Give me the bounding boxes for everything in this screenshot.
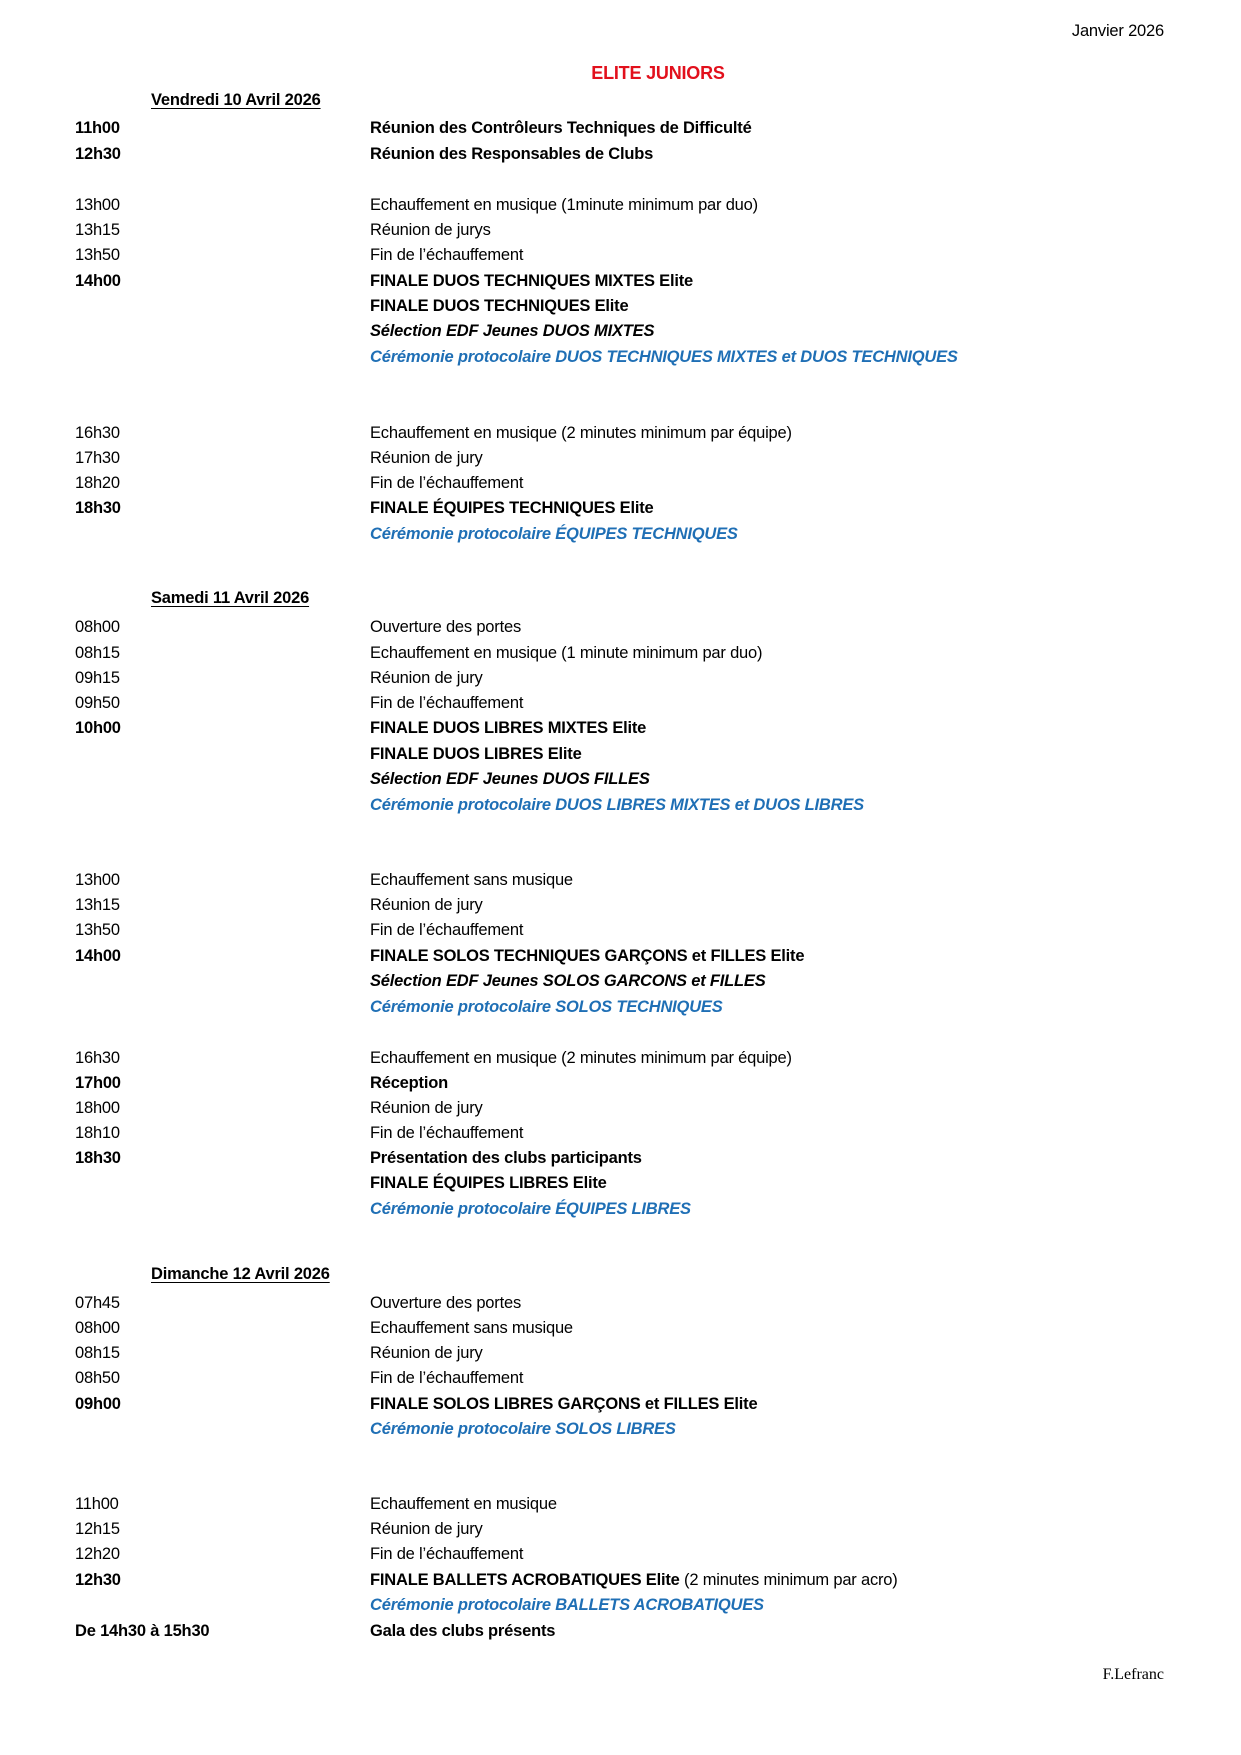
event-time: 13h00	[75, 196, 120, 214]
event-time: 08h50	[75, 1369, 120, 1387]
event-text	[370, 271, 693, 291]
event-time: 07h45	[75, 1294, 120, 1312]
event-text	[370, 1293, 521, 1313]
event-title: Cérémonie protocolaire DUOS LIBRES MIXTES et DUOS LIBRES	[370, 796, 864, 814]
event-text	[370, 1173, 607, 1193]
ceremony-text	[370, 1595, 764, 1615]
event-text	[370, 870, 573, 890]
event-title: Cérémonie protocolaire SOLOS TECHNIQUES	[370, 998, 723, 1016]
event-time: 13h50	[75, 246, 120, 264]
event-title: Réunion des Responsables de Clubs	[370, 145, 654, 163]
event-title: FINALE DUOS LIBRES MIXTES Elite	[370, 719, 647, 737]
event-text	[370, 1368, 523, 1388]
event-time: 11h00	[75, 1495, 119, 1513]
event-title: Fin de l’échauffement	[370, 246, 524, 264]
event-text	[370, 1544, 523, 1564]
event-time: 08h15	[75, 644, 120, 662]
event-title: Echauffement en musique (1 minute minimum par duo)	[370, 644, 763, 662]
ceremony-text	[370, 997, 723, 1017]
event-text	[370, 920, 523, 940]
page-title: ELITE JUNIORS	[591, 63, 725, 83]
event-title: Ouverture des portes	[370, 1294, 521, 1312]
signature: F.Lefranc	[1102, 1666, 1164, 1683]
event-title: FINALE DUOS TECHNIQUES MIXTES Elite	[370, 272, 694, 290]
event-text	[370, 1123, 523, 1143]
event-time: 09h15	[75, 669, 120, 687]
event-time: 08h15	[75, 1344, 120, 1362]
event-time: 14h00	[75, 272, 121, 290]
event-title: Echauffement sans musique	[370, 871, 573, 889]
event-title: Sélection EDF Jeunes DUOS MIXTES	[370, 322, 655, 340]
event-title: Sélection EDF Jeunes SOLOS GARCONS et FILLES	[370, 972, 766, 990]
event-time: 12h30	[75, 145, 121, 163]
event-time: 18h00	[75, 1099, 120, 1117]
event-text	[370, 617, 521, 637]
event-title: Réunion de jury	[370, 449, 483, 467]
event-text	[370, 321, 654, 341]
event-text	[370, 668, 483, 688]
event-title: Cérémonie protocolaire DUOS TECHNIQUES MIXTES et DUOS TECHNIQUES	[370, 348, 958, 366]
event-title: Fin de l’échauffement	[370, 694, 524, 712]
event-title: FINALE DUOS LIBRES Elite	[370, 745, 582, 763]
event-title: Réception	[370, 1074, 448, 1092]
event-title: FINALE ÉQUIPES TECHNIQUES Elite	[370, 499, 654, 517]
event-text	[370, 1343, 483, 1363]
event-title: Sélection EDF Jeunes DUOS FILLES	[370, 770, 650, 788]
event-time: 13h50	[75, 921, 120, 939]
day-heading: Vendredi 10 Avril 2026	[151, 91, 321, 109]
event-text	[370, 744, 582, 764]
ceremony-text	[370, 1199, 691, 1219]
event-text	[370, 971, 766, 991]
event-text	[370, 895, 483, 915]
event-text	[370, 220, 491, 240]
event-text	[370, 1519, 483, 1539]
event-title: Fin de l’échauffement	[370, 474, 524, 492]
event-time: 17h30	[75, 449, 120, 467]
event-title: Gala des clubs présents	[370, 1622, 556, 1640]
event-time: 10h00	[75, 719, 121, 737]
event-text	[370, 498, 654, 518]
event-time: De 14h30 à 15h30	[75, 1622, 210, 1640]
event-title: Réunion de jury	[370, 1344, 483, 1362]
event-time: 09h50	[75, 694, 120, 712]
event-title: FINALE ÉQUIPES LIBRES Elite	[370, 1174, 607, 1192]
event-title: Ouverture des portes	[370, 618, 521, 636]
event-text	[370, 296, 628, 316]
event-text	[370, 1318, 573, 1338]
event-text	[370, 1148, 642, 1168]
event-text	[370, 144, 653, 164]
event-text	[370, 118, 752, 138]
event-time: 16h30	[75, 424, 120, 442]
event-text	[370, 1073, 448, 1093]
event-title: Echauffement en musique (2 minutes minimum par équipe)	[370, 1049, 792, 1067]
event-time: 09h00	[75, 1395, 121, 1413]
ceremony-text	[370, 524, 738, 544]
event-text	[370, 946, 804, 966]
event-text	[370, 1048, 792, 1068]
event-time: 13h15	[75, 896, 120, 914]
event-title: Echauffement en musique (1minute minimum par duo)	[370, 196, 758, 214]
event-text	[370, 1570, 898, 1590]
event-text	[370, 718, 646, 738]
event-title: Echauffement en musique (2 minutes minimum par équipe)	[370, 424, 792, 442]
event-time: 18h20	[75, 474, 120, 492]
day-heading: Samedi 11 Avril 2026	[151, 589, 310, 607]
event-title: Réunion de jury	[370, 669, 483, 687]
day-heading: Dimanche 12 Avril 2026	[151, 1265, 330, 1283]
event-title: Fin de l’échauffement	[370, 1369, 524, 1387]
event-text	[370, 245, 523, 265]
event-text	[370, 423, 792, 443]
event-title: Fin de l’échauffement	[370, 921, 524, 939]
event-title: Fin de l’échauffement	[370, 1545, 524, 1563]
event-title: FINALE DUOS TECHNIQUES Elite	[370, 297, 629, 315]
event-title: Réunion des Contrôleurs Techniques de Difficulté	[370, 119, 752, 137]
event-time: 08h00	[75, 618, 120, 636]
event-title: Fin de l’échauffement	[370, 1124, 524, 1142]
event-title: FINALE BALLETS ACROBATIQUES Elite	[370, 1571, 680, 1589]
ceremony-text	[370, 795, 864, 815]
event-time: 18h10	[75, 1124, 120, 1142]
event-text	[370, 1394, 757, 1414]
event-text	[370, 1098, 483, 1118]
event-title: Présentation des clubs participants	[370, 1149, 642, 1167]
event-text	[370, 693, 523, 713]
event-text	[370, 643, 762, 663]
event-title: Cérémonie protocolaire SOLOS LIBRES	[370, 1420, 676, 1438]
event-title: Réunion de jury	[370, 1099, 483, 1117]
event-note: (2 minutes minimum par acro)	[679, 1571, 898, 1589]
event-time: 16h30	[75, 1049, 120, 1067]
event-time: 08h00	[75, 1319, 120, 1337]
event-title: FINALE SOLOS LIBRES GARÇONS et FILLES Elite	[370, 1395, 758, 1413]
event-title: Cérémonie protocolaire ÉQUIPES LIBRES	[370, 1200, 691, 1218]
event-text	[370, 769, 650, 789]
event-time: 12h20	[75, 1545, 120, 1563]
event-title: Echauffement sans musique	[370, 1319, 573, 1337]
event-time: 13h15	[75, 221, 120, 239]
event-title: Réunion de jury	[370, 896, 483, 914]
event-title: Echauffement en musique	[370, 1495, 557, 1513]
event-time: 18h30	[75, 499, 121, 517]
event-time: 14h00	[75, 947, 121, 965]
event-title: Réunion de jury	[370, 1520, 483, 1538]
event-text	[370, 195, 758, 215]
event-time: 12h15	[75, 1520, 120, 1538]
event-text	[370, 448, 483, 468]
event-time: 13h00	[75, 871, 120, 889]
ceremony-text	[370, 1419, 676, 1439]
event-text	[370, 473, 523, 493]
event-title: Réunion de jurys	[370, 221, 491, 239]
document-date: Janvier 2026	[1071, 22, 1164, 40]
event-title: FINALE SOLOS TECHNIQUES GARÇONS et FILLES Elite	[370, 947, 805, 965]
event-time: 11h00	[75, 119, 120, 137]
event-text	[370, 1621, 555, 1641]
event-time: 12h30	[75, 1571, 121, 1589]
event-time: 17h00	[75, 1074, 121, 1092]
event-time: 18h30	[75, 1149, 121, 1167]
event-title: Cérémonie protocolaire ÉQUIPES TECHNIQUES	[370, 525, 738, 543]
event-title: Cérémonie protocolaire BALLETS ACROBATIQUES	[370, 1596, 764, 1614]
ceremony-text	[370, 347, 958, 367]
event-text	[370, 1494, 557, 1514]
